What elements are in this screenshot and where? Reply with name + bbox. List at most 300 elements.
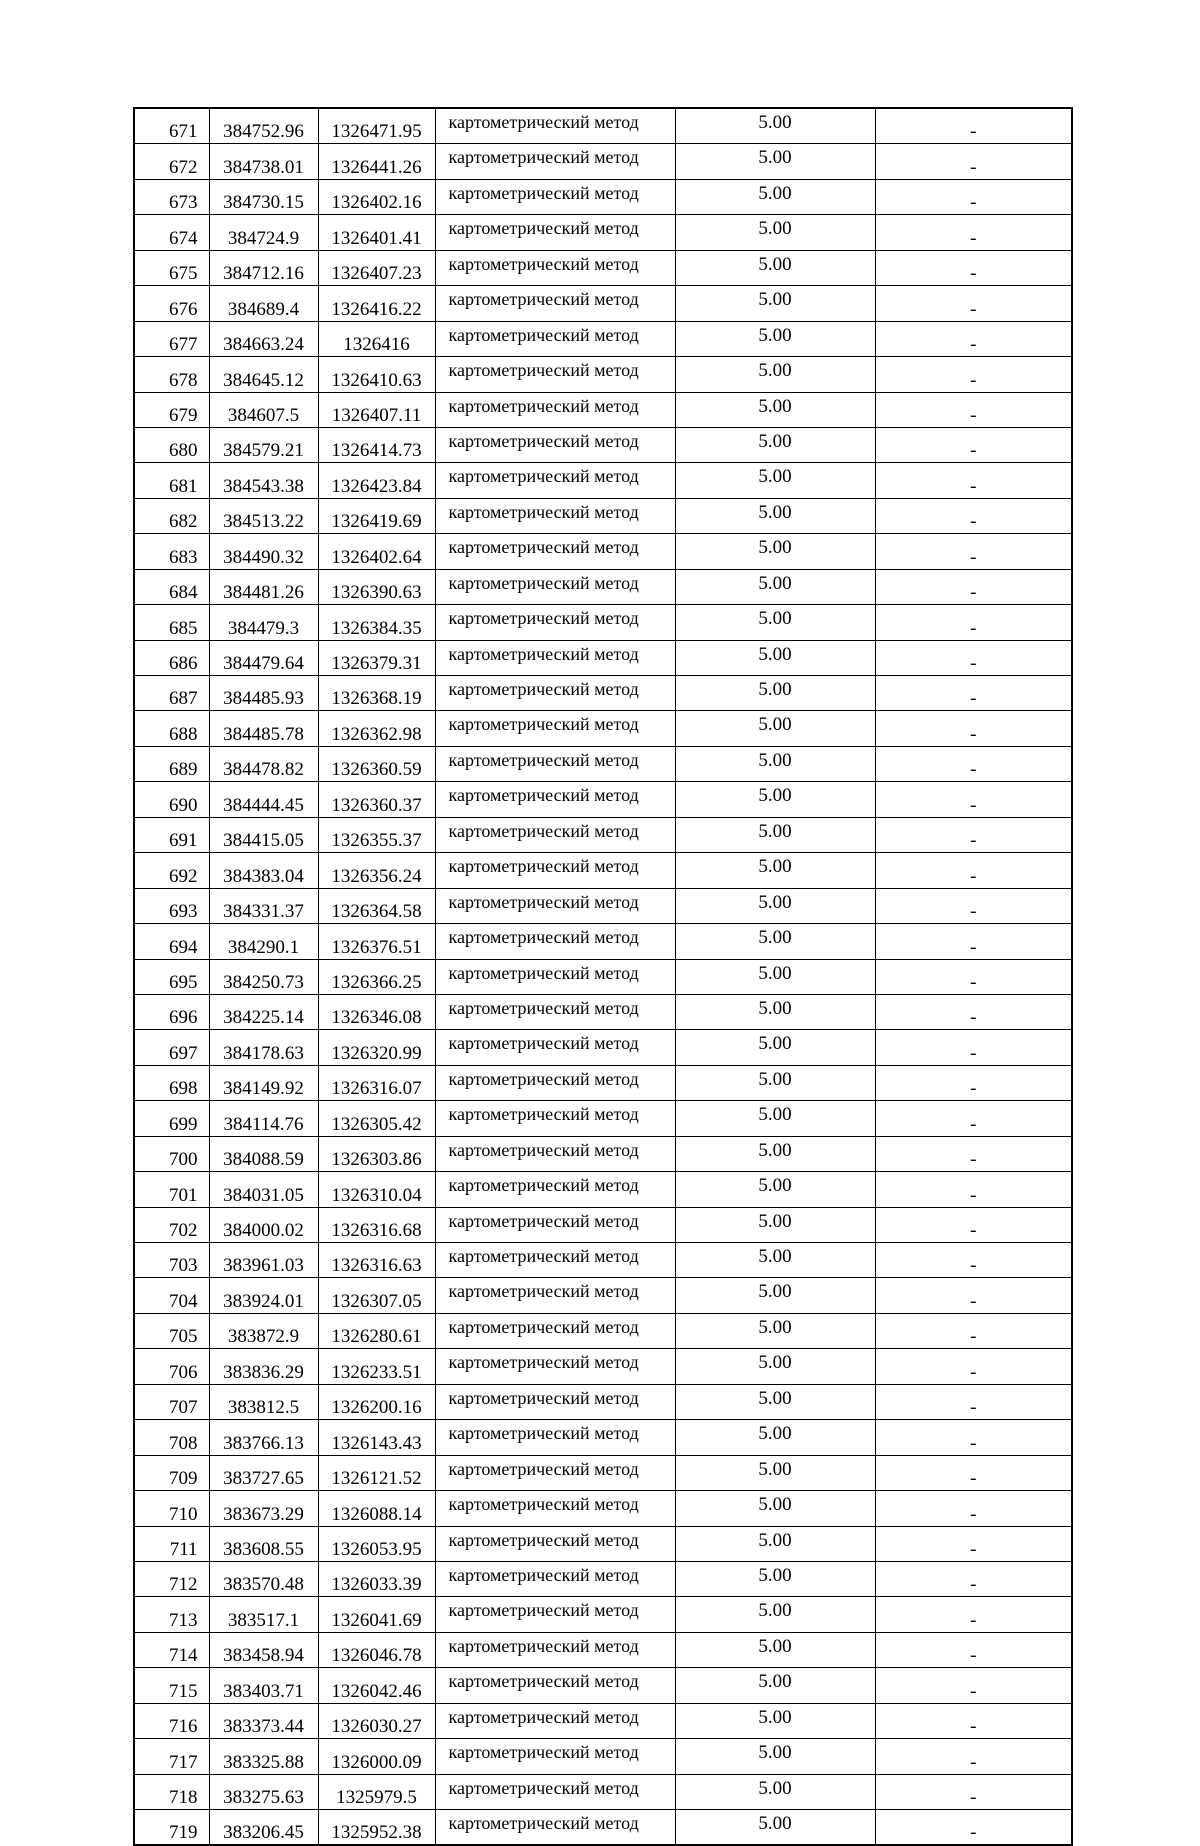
x-coordinate-cell: 384607.5: [209, 392, 318, 427]
x-coordinate-cell: 383812.5: [209, 1384, 318, 1419]
accuracy-cell: 5.00: [675, 357, 875, 392]
x-coordinate-cell: 383673.29: [209, 1491, 318, 1526]
description-cell: -: [875, 1526, 1072, 1561]
method-cell: картометрический метод: [435, 1101, 675, 1136]
point-number-cell: 703: [134, 1243, 209, 1278]
table-row: [134, 1774, 1072, 1809]
accuracy-cell: 5.00: [675, 144, 875, 179]
accuracy-cell: 5.00: [675, 286, 875, 321]
y-coordinate-cell: 1326280.61: [318, 1313, 435, 1348]
method-cell: картометрический метод: [435, 853, 675, 888]
y-coordinate-cell: 1325979.5: [318, 1774, 435, 1809]
description-cell: -: [875, 569, 1072, 604]
x-coordinate-cell: 383608.55: [209, 1526, 318, 1561]
table-row: [134, 676, 1072, 711]
y-coordinate-cell: 1326366.25: [318, 959, 435, 994]
point-number-cell: 709: [134, 1455, 209, 1490]
description-cell: -: [875, 463, 1072, 498]
table-row: [134, 959, 1072, 994]
x-coordinate-cell: 384663.24: [209, 321, 318, 356]
description-cell: -: [875, 605, 1072, 640]
y-coordinate-cell: 1326143.43: [318, 1420, 435, 1455]
y-coordinate-cell: 1325952.38: [318, 1810, 435, 1846]
point-number-cell: 677: [134, 321, 209, 356]
y-coordinate-cell: 1326423.84: [318, 463, 435, 498]
description-cell: -: [875, 1739, 1072, 1774]
table-row: [134, 250, 1072, 285]
method-cell: картометрический метод: [435, 498, 675, 533]
y-coordinate-cell: 1326362.98: [318, 711, 435, 746]
y-coordinate-cell: 1326307.05: [318, 1278, 435, 1313]
point-number-cell: 719: [134, 1810, 209, 1846]
table-row: [134, 1526, 1072, 1561]
description-cell: -: [875, 1810, 1072, 1846]
table-row: [134, 1597, 1072, 1632]
table-row: [134, 1278, 1072, 1313]
description-cell: -: [875, 357, 1072, 392]
accuracy-cell: 5.00: [675, 1349, 875, 1384]
table-row: [134, 605, 1072, 640]
method-cell: картометрический метод: [435, 959, 675, 994]
point-number-cell: 688: [134, 711, 209, 746]
x-coordinate-cell: 383275.63: [209, 1774, 318, 1809]
y-coordinate-cell: 1326346.08: [318, 994, 435, 1029]
point-number-cell: 674: [134, 215, 209, 250]
table-row: [134, 1207, 1072, 1242]
description-cell: -: [875, 1278, 1072, 1313]
coordinates-table: [133, 107, 1073, 1846]
x-coordinate-cell: 384490.32: [209, 534, 318, 569]
point-number-cell: 716: [134, 1703, 209, 1738]
accuracy-cell: 5.00: [675, 853, 875, 888]
y-coordinate-cell: 1326402.16: [318, 179, 435, 214]
point-number-cell: 705: [134, 1313, 209, 1348]
point-number-cell: 714: [134, 1632, 209, 1667]
y-coordinate-cell: 1326046.78: [318, 1632, 435, 1667]
y-coordinate-cell: 1326390.63: [318, 569, 435, 604]
description-cell: -: [875, 108, 1072, 144]
accuracy-cell: 5.00: [675, 1065, 875, 1100]
point-number-cell: 682: [134, 498, 209, 533]
method-cell: картометрический метод: [435, 1739, 675, 1774]
y-coordinate-cell: 1326360.59: [318, 746, 435, 781]
description-cell: -: [875, 853, 1072, 888]
point-number-cell: 701: [134, 1172, 209, 1207]
description-cell: -: [875, 1597, 1072, 1632]
y-coordinate-cell: 1326042.46: [318, 1668, 435, 1703]
y-coordinate-cell: 1326379.31: [318, 640, 435, 675]
table-row: [134, 817, 1072, 852]
point-number-cell: 680: [134, 427, 209, 462]
table-row: [134, 888, 1072, 923]
method-cell: картометрический метод: [435, 1349, 675, 1384]
x-coordinate-cell: 383325.88: [209, 1739, 318, 1774]
y-coordinate-cell: 1326000.09: [318, 1739, 435, 1774]
table-row: [134, 321, 1072, 356]
accuracy-cell: 5.00: [675, 1703, 875, 1738]
accuracy-cell: 5.00: [675, 746, 875, 781]
method-cell: картометрический метод: [435, 994, 675, 1029]
description-cell: -: [875, 1172, 1072, 1207]
x-coordinate-cell: 384114.76: [209, 1101, 318, 1136]
point-number-cell: 696: [134, 994, 209, 1029]
y-coordinate-cell: 1326233.51: [318, 1349, 435, 1384]
y-coordinate-cell: 1326384.35: [318, 605, 435, 640]
accuracy-cell: 5.00: [675, 1597, 875, 1632]
description-cell: -: [875, 215, 1072, 250]
description-cell: -: [875, 994, 1072, 1029]
table-row: [134, 1632, 1072, 1667]
table-row: [134, 1384, 1072, 1419]
y-coordinate-cell: 1326030.27: [318, 1703, 435, 1738]
description-cell: -: [875, 179, 1072, 214]
x-coordinate-cell: 383206.45: [209, 1810, 318, 1846]
y-coordinate-cell: 1326407.11: [318, 392, 435, 427]
point-number-cell: 671: [134, 108, 209, 144]
x-coordinate-cell: 384645.12: [209, 357, 318, 392]
description-cell: -: [875, 286, 1072, 321]
y-coordinate-cell: 1326401.41: [318, 215, 435, 250]
table-body: [134, 108, 1072, 1845]
table-row: [134, 357, 1072, 392]
method-cell: картометрический метод: [435, 782, 675, 817]
y-coordinate-cell: 1326419.69: [318, 498, 435, 533]
x-coordinate-cell: 383458.94: [209, 1632, 318, 1667]
accuracy-cell: 5.00: [675, 108, 875, 144]
accuracy-cell: 5.00: [675, 1243, 875, 1278]
accuracy-cell: 5.00: [675, 1561, 875, 1596]
table-row: [134, 1172, 1072, 1207]
point-number-cell: 691: [134, 817, 209, 852]
point-number-cell: 693: [134, 888, 209, 923]
table-row: [134, 994, 1072, 1029]
table-row: [134, 286, 1072, 321]
x-coordinate-cell: 384485.93: [209, 676, 318, 711]
method-cell: картометрический метод: [435, 1030, 675, 1065]
y-coordinate-cell: 1326471.95: [318, 108, 435, 144]
description-cell: -: [875, 1561, 1072, 1596]
y-coordinate-cell: 1326303.86: [318, 1136, 435, 1171]
accuracy-cell: 5.00: [675, 1420, 875, 1455]
y-coordinate-cell: 1326355.37: [318, 817, 435, 852]
x-coordinate-cell: 384479.64: [209, 640, 318, 675]
table-row: [134, 215, 1072, 250]
y-coordinate-cell: 1326041.69: [318, 1597, 435, 1632]
method-cell: картометрический метод: [435, 1420, 675, 1455]
y-coordinate-cell: 1326200.16: [318, 1384, 435, 1419]
x-coordinate-cell: 383403.71: [209, 1668, 318, 1703]
description-cell: -: [875, 640, 1072, 675]
x-coordinate-cell: 383924.01: [209, 1278, 318, 1313]
table-row: [134, 746, 1072, 781]
table-row: [134, 534, 1072, 569]
description-cell: -: [875, 392, 1072, 427]
method-cell: картометрический метод: [435, 1491, 675, 1526]
description-cell: -: [875, 1313, 1072, 1348]
y-coordinate-cell: 1326441.26: [318, 144, 435, 179]
description-cell: -: [875, 534, 1072, 569]
description-cell: -: [875, 1065, 1072, 1100]
table-row: [134, 144, 1072, 179]
point-number-cell: 681: [134, 463, 209, 498]
x-coordinate-cell: 384290.1: [209, 924, 318, 959]
table-row: [134, 1491, 1072, 1526]
x-coordinate-cell: 384724.9: [209, 215, 318, 250]
accuracy-cell: 5.00: [675, 1172, 875, 1207]
method-cell: картометрический метод: [435, 1136, 675, 1171]
x-coordinate-cell: 383872.9: [209, 1313, 318, 1348]
y-coordinate-cell: 1326316.63: [318, 1243, 435, 1278]
x-coordinate-cell: 384031.05: [209, 1172, 318, 1207]
y-coordinate-cell: 1326360.37: [318, 782, 435, 817]
method-cell: картометрический метод: [435, 392, 675, 427]
accuracy-cell: 5.00: [675, 1101, 875, 1136]
accuracy-cell: 5.00: [675, 498, 875, 533]
method-cell: картометрический метод: [435, 711, 675, 746]
accuracy-cell: 5.00: [675, 1491, 875, 1526]
accuracy-cell: 5.00: [675, 711, 875, 746]
point-number-cell: 687: [134, 676, 209, 711]
accuracy-cell: 5.00: [675, 1774, 875, 1809]
accuracy-cell: 5.00: [675, 782, 875, 817]
accuracy-cell: 5.00: [675, 1207, 875, 1242]
table-row: [134, 569, 1072, 604]
description-cell: -: [875, 959, 1072, 994]
accuracy-cell: 5.00: [675, 1526, 875, 1561]
table-row: [134, 1739, 1072, 1774]
y-coordinate-cell: 1326305.42: [318, 1101, 435, 1136]
x-coordinate-cell: 383373.44: [209, 1703, 318, 1738]
point-number-cell: 699: [134, 1101, 209, 1136]
table-row: [134, 924, 1072, 959]
accuracy-cell: 5.00: [675, 569, 875, 604]
x-coordinate-cell: 384479.3: [209, 605, 318, 640]
y-coordinate-cell: 1326356.24: [318, 853, 435, 888]
description-cell: -: [875, 1207, 1072, 1242]
table-row: [134, 640, 1072, 675]
method-cell: картометрический метод: [435, 427, 675, 462]
table-row: [134, 108, 1072, 144]
accuracy-cell: 5.00: [675, 817, 875, 852]
method-cell: картометрический метод: [435, 676, 675, 711]
x-coordinate-cell: 384513.22: [209, 498, 318, 533]
method-cell: картометрический метод: [435, 1526, 675, 1561]
description-cell: -: [875, 1384, 1072, 1419]
point-number-cell: 717: [134, 1739, 209, 1774]
accuracy-cell: 5.00: [675, 676, 875, 711]
accuracy-cell: 5.00: [675, 605, 875, 640]
x-coordinate-cell: 384689.4: [209, 286, 318, 321]
method-cell: картометрический метод: [435, 1243, 675, 1278]
x-coordinate-cell: 384415.05: [209, 817, 318, 852]
point-number-cell: 711: [134, 1526, 209, 1561]
method-cell: картометрический метод: [435, 250, 675, 285]
y-coordinate-cell: 1326416: [318, 321, 435, 356]
accuracy-cell: 5.00: [675, 1384, 875, 1419]
x-coordinate-cell: 384444.45: [209, 782, 318, 817]
x-coordinate-cell: 383766.13: [209, 1420, 318, 1455]
y-coordinate-cell: 1326316.07: [318, 1065, 435, 1100]
point-number-cell: 710: [134, 1491, 209, 1526]
table-row: [134, 1420, 1072, 1455]
table-row: [134, 853, 1072, 888]
x-coordinate-cell: 384543.38: [209, 463, 318, 498]
point-number-cell: 697: [134, 1030, 209, 1065]
method-cell: картометрический метод: [435, 1632, 675, 1667]
description-cell: -: [875, 1243, 1072, 1278]
method-cell: картометрический метод: [435, 286, 675, 321]
x-coordinate-cell: 383570.48: [209, 1561, 318, 1596]
description-cell: -: [875, 711, 1072, 746]
x-coordinate-cell: 384088.59: [209, 1136, 318, 1171]
method-cell: картометрический метод: [435, 1207, 675, 1242]
accuracy-cell: 5.00: [675, 392, 875, 427]
description-cell: -: [875, 1349, 1072, 1384]
table-row: [134, 392, 1072, 427]
table-row: [134, 427, 1072, 462]
description-cell: -: [875, 1703, 1072, 1738]
point-number-cell: 685: [134, 605, 209, 640]
x-coordinate-cell: 384579.21: [209, 427, 318, 462]
method-cell: картометрический метод: [435, 1455, 675, 1490]
accuracy-cell: 5.00: [675, 924, 875, 959]
y-coordinate-cell: 1326368.19: [318, 676, 435, 711]
y-coordinate-cell: 1326410.63: [318, 357, 435, 392]
description-cell: -: [875, 888, 1072, 923]
y-coordinate-cell: 1326414.73: [318, 427, 435, 462]
table-row: [134, 1810, 1072, 1846]
description-cell: -: [875, 321, 1072, 356]
method-cell: картометрический метод: [435, 924, 675, 959]
description-cell: -: [875, 1455, 1072, 1490]
table-row: [134, 179, 1072, 214]
point-number-cell: 672: [134, 144, 209, 179]
point-number-cell: 712: [134, 1561, 209, 1596]
x-coordinate-cell: 384730.15: [209, 179, 318, 214]
point-number-cell: 708: [134, 1420, 209, 1455]
description-cell: -: [875, 676, 1072, 711]
accuracy-cell: 5.00: [675, 1455, 875, 1490]
y-coordinate-cell: 1326310.04: [318, 1172, 435, 1207]
accuracy-cell: 5.00: [675, 1668, 875, 1703]
description-cell: -: [875, 1420, 1072, 1455]
accuracy-cell: 5.00: [675, 179, 875, 214]
y-coordinate-cell: 1326416.22: [318, 286, 435, 321]
point-number-cell: 690: [134, 782, 209, 817]
description-cell: -: [875, 1491, 1072, 1526]
table-row: [134, 1065, 1072, 1100]
method-cell: картометрический метод: [435, 534, 675, 569]
accuracy-cell: 5.00: [675, 534, 875, 569]
method-cell: картометрический метод: [435, 144, 675, 179]
method-cell: картометрический метод: [435, 108, 675, 144]
accuracy-cell: 5.00: [675, 994, 875, 1029]
method-cell: картометрический метод: [435, 1313, 675, 1348]
x-coordinate-cell: 384738.01: [209, 144, 318, 179]
method-cell: картометрический метод: [435, 1668, 675, 1703]
x-coordinate-cell: 383727.65: [209, 1455, 318, 1490]
description-cell: -: [875, 1030, 1072, 1065]
description-cell: -: [875, 1668, 1072, 1703]
accuracy-cell: 5.00: [675, 1810, 875, 1846]
x-coordinate-cell: 384178.63: [209, 1030, 318, 1065]
accuracy-cell: 5.00: [675, 463, 875, 498]
accuracy-cell: 5.00: [675, 215, 875, 250]
description-cell: -: [875, 817, 1072, 852]
x-coordinate-cell: 384331.37: [209, 888, 318, 923]
point-number-cell: 718: [134, 1774, 209, 1809]
x-coordinate-cell: 384000.02: [209, 1207, 318, 1242]
table-row: [134, 1243, 1072, 1278]
description-cell: -: [875, 498, 1072, 533]
accuracy-cell: 5.00: [675, 1030, 875, 1065]
method-cell: картометрический метод: [435, 463, 675, 498]
x-coordinate-cell: 384485.78: [209, 711, 318, 746]
x-coordinate-cell: 384149.92: [209, 1065, 318, 1100]
method-cell: картометрический метод: [435, 179, 675, 214]
description-cell: -: [875, 1101, 1072, 1136]
point-number-cell: 675: [134, 250, 209, 285]
accuracy-cell: 5.00: [675, 1136, 875, 1171]
point-number-cell: 673: [134, 179, 209, 214]
method-cell: картометрический метод: [435, 746, 675, 781]
table-row: [134, 711, 1072, 746]
table-row: [134, 1349, 1072, 1384]
point-number-cell: 684: [134, 569, 209, 604]
point-number-cell: 707: [134, 1384, 209, 1419]
y-coordinate-cell: 1326407.23: [318, 250, 435, 285]
description-cell: -: [875, 1136, 1072, 1171]
accuracy-cell: 5.00: [675, 1632, 875, 1667]
point-number-cell: 676: [134, 286, 209, 321]
y-coordinate-cell: 1326316.68: [318, 1207, 435, 1242]
table-row: [134, 1136, 1072, 1171]
point-number-cell: 713: [134, 1597, 209, 1632]
x-coordinate-cell: 383836.29: [209, 1349, 318, 1384]
description-cell: -: [875, 746, 1072, 781]
x-coordinate-cell: 384225.14: [209, 994, 318, 1029]
x-coordinate-cell: 384250.73: [209, 959, 318, 994]
x-coordinate-cell: 384478.82: [209, 746, 318, 781]
description-cell: -: [875, 782, 1072, 817]
x-coordinate-cell: 384481.26: [209, 569, 318, 604]
x-coordinate-cell: 384712.16: [209, 250, 318, 285]
point-number-cell: 678: [134, 357, 209, 392]
method-cell: картометрический метод: [435, 321, 675, 356]
accuracy-cell: 5.00: [675, 1278, 875, 1313]
point-number-cell: 679: [134, 392, 209, 427]
table-row: [134, 1455, 1072, 1490]
method-cell: картометрический метод: [435, 1597, 675, 1632]
y-coordinate-cell: 1326053.95: [318, 1526, 435, 1561]
y-coordinate-cell: 1326033.39: [318, 1561, 435, 1596]
description-cell: -: [875, 250, 1072, 285]
point-number-cell: 698: [134, 1065, 209, 1100]
y-coordinate-cell: 1326376.51: [318, 924, 435, 959]
x-coordinate-cell: 383961.03: [209, 1243, 318, 1278]
x-coordinate-cell: 384752.96: [209, 108, 318, 144]
point-number-cell: 695: [134, 959, 209, 994]
method-cell: картометрический метод: [435, 605, 675, 640]
method-cell: картометрический метод: [435, 888, 675, 923]
point-number-cell: 686: [134, 640, 209, 675]
method-cell: картометрический метод: [435, 1065, 675, 1100]
method-cell: картометрический метод: [435, 1561, 675, 1596]
point-number-cell: 704: [134, 1278, 209, 1313]
table-row: [134, 1703, 1072, 1738]
description-cell: -: [875, 924, 1072, 959]
y-coordinate-cell: 1326121.52: [318, 1455, 435, 1490]
